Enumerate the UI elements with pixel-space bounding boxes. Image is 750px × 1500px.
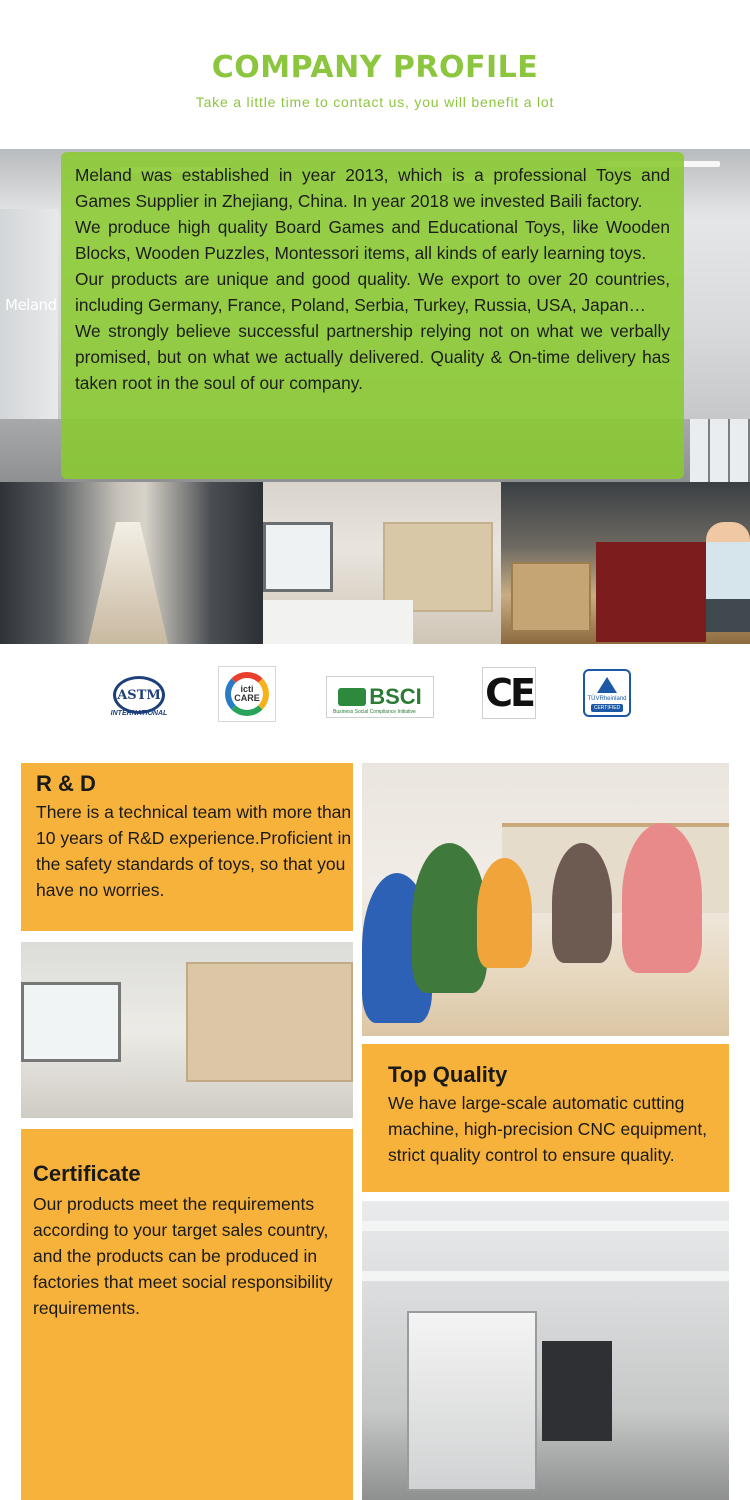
page-subtitle: Take a little time to contact us, you will benefit a lot: [195, 94, 555, 110]
icti-care-logo: [218, 666, 276, 722]
bsci-subtext: Business Social Compliance Initiative: [333, 709, 416, 715]
tuv-mark: TÜVRheinland: [587, 695, 627, 702]
top-quality-panel: [362, 1044, 729, 1192]
rd-panel: [21, 763, 353, 931]
staff-office-photo: [21, 942, 353, 1118]
top-quality-body: We have large-scale automatic cutting machine, high-precision CNC equipment, strict quality control to ensure quality.: [388, 1093, 708, 1165]
meland-logo: Meland: [5, 296, 57, 314]
astm-label: INTERNATIONAL: [110, 710, 168, 717]
intro-text-box: [61, 152, 684, 479]
icti-mark: icti CARE: [225, 672, 269, 716]
intro-paragraph: We strongly believe successful partnership relying not on what we verbally promised, but on what we actually delivered. Quality & On-time delivery has taken root in the soul of our company.: [75, 321, 670, 393]
astm-logo: [108, 664, 170, 726]
intro-paragraph: Meland was established in year 2013, which is a professional Toys and Games Supplier in Zhejiang, China. In year 2018 we invested Baili factory.: [75, 165, 670, 211]
certificate-heading: Certificate: [33, 1161, 141, 1186]
corridor-photo: [0, 482, 263, 644]
rd-body: There is a technical team with more than 10 years of R&D experience.Proficient in the safety standards of toys, so that you have no worries.: [36, 802, 352, 900]
tuv-badge: CERTIFIED: [591, 704, 623, 712]
workshop-photo: [501, 482, 750, 644]
tuv-logo: [583, 669, 631, 717]
office-photo: [263, 482, 501, 644]
tuv-triangle-icon: [597, 677, 617, 693]
certificate-body: Our products meet the requirements according to your target sales country, and the products can be produced in factories that meet social responsibility requirements.: [33, 1194, 333, 1318]
astm-mark: ASTM: [113, 676, 165, 714]
top-quality-heading: Top Quality: [388, 1062, 508, 1087]
certificate-panel: [21, 1129, 353, 1500]
bsci-mark: BSCI: [369, 684, 422, 709]
page-title: COMPANY PROFILE: [211, 50, 539, 85]
children-classroom-photo: [362, 763, 729, 1036]
bsci-logo: [326, 676, 434, 718]
rd-heading: R & D: [36, 771, 96, 796]
intro-paragraph: We produce high quality Board Games and Educational Toys, like Wooden Blocks, Wooden Puzzles, Montessori items, all kinds of early learning toys.: [75, 217, 670, 263]
intro-paragraph: Our products are unique and good quality. We export to over 20 countries, including Germany, France, Poland, Serbia, Turkey, Russia, USA, Japan…: [75, 269, 670, 315]
ce-logo: CE: [482, 667, 536, 719]
factory-floor-photo: [362, 1201, 729, 1500]
